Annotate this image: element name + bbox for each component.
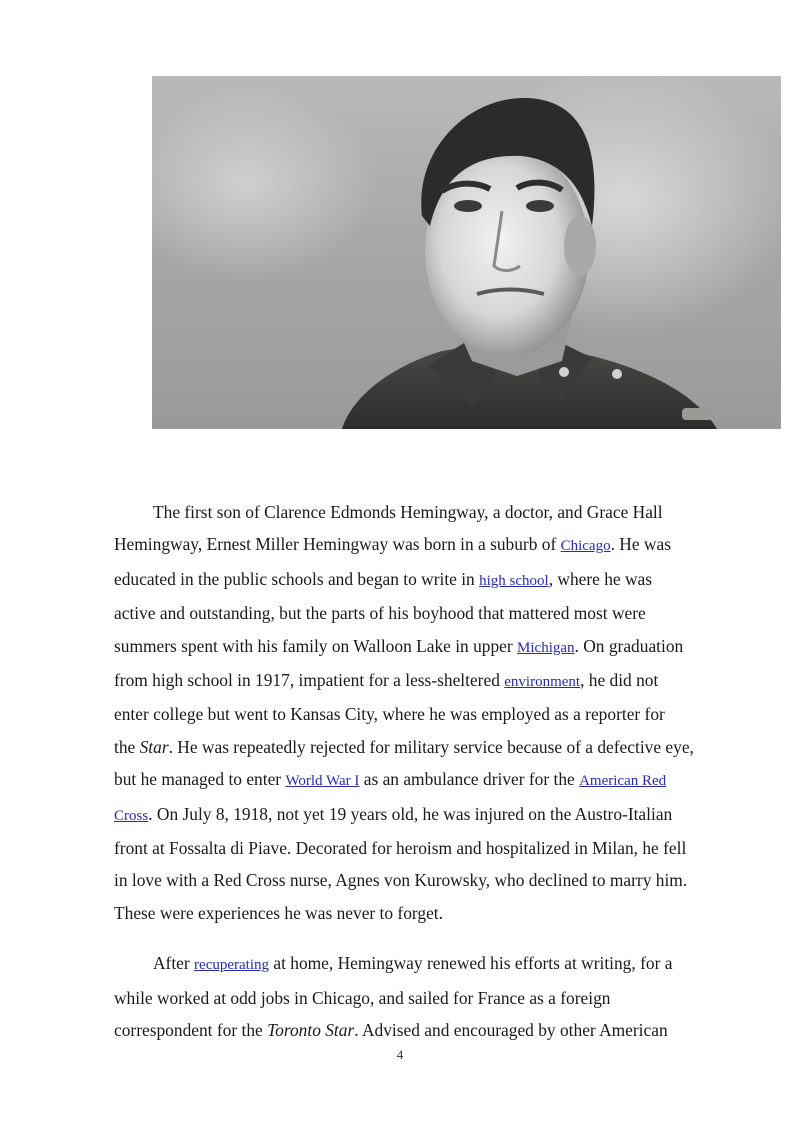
text-run: active and outstanding, but the parts of his boyhood that mattered most were: [114, 603, 646, 624]
paragraph: [114, 947, 754, 1046]
text-run: at home, Hemingway renewed his efforts at writing, for a: [269, 953, 673, 974]
text-run: , he did not: [580, 670, 659, 691]
text-line: [114, 947, 754, 981]
text-line: [114, 798, 754, 832]
text-run: . On July 8, 1918, not yet 19 years old, he was injured on the Austro-Italian: [148, 803, 673, 824]
text-run: , where he was: [548, 568, 653, 589]
text-line: [114, 982, 754, 1014]
hyperlink[interactable]: Chicago: [560, 538, 611, 555]
text-run: . On graduation: [574, 635, 684, 656]
text-line: [114, 832, 754, 864]
italic-title: Toronto Star: [267, 1020, 355, 1041]
text-run: enter college but went to Kansas City, where he was employed as a reporter for: [114, 704, 665, 725]
text-run: . Advised and encouraged by other American: [354, 1020, 668, 1041]
text-line: [114, 664, 754, 698]
text-line: [114, 630, 754, 664]
text-line: [114, 731, 754, 763]
paragraph: [114, 496, 754, 929]
text-run: . He was repeatedly rejected for military service because of a defective eye,: [168, 736, 694, 757]
hyperlink[interactable]: recuperating: [194, 957, 270, 974]
hyperlink[interactable]: Michigan: [517, 639, 575, 656]
hyperlink[interactable]: World War I: [285, 773, 360, 790]
text-line: [114, 897, 754, 929]
hyperlink[interactable]: environment: [504, 674, 581, 691]
hyperlink[interactable]: high school: [479, 572, 549, 589]
text-run: but he managed to enter: [114, 769, 286, 790]
text-run: in love with a Red Cross nurse, Agnes von Kurowsky, who declined to marry him.: [114, 870, 688, 891]
hyperlink[interactable]: American Red: [579, 773, 667, 790]
text-line: [114, 496, 754, 528]
text-line: [114, 563, 754, 597]
text-run: the: [114, 736, 140, 757]
text-run: Hemingway, Ernest Miller Hemingway was born in a suburb of: [114, 534, 561, 555]
text-run: After: [153, 953, 195, 974]
text-run: front at Fossalta di Piave. Decorated for heroism and hospitalized in Milan, he fell: [114, 838, 687, 859]
text-line: [114, 698, 754, 730]
text-run: while worked at odd jobs in Chicago, and sailed for France as a foreign: [114, 987, 611, 1008]
text-run: educated in the public schools and began to write in: [114, 568, 480, 589]
portrait-photo: [152, 76, 781, 429]
text-run: correspondent for the: [114, 1020, 268, 1041]
text-run: . He was: [610, 534, 671, 555]
body-text: [114, 496, 754, 1065]
text-line: [114, 597, 754, 629]
italic-title: Star: [139, 736, 169, 757]
text-line: [114, 763, 754, 797]
text-run: as an ambulance driver for the: [359, 769, 580, 790]
text-line: [114, 864, 754, 896]
text-run: These were experiences he was never to forget.: [114, 902, 443, 923]
text-run: summers spent with his family on Walloon Lake in upper: [114, 635, 518, 656]
text-line: [114, 1014, 754, 1046]
text-run: from high school in 1917, impatient for a less-sheltered: [114, 670, 505, 691]
page-number: 4: [396, 1047, 404, 1062]
portrait-figure: [152, 76, 781, 429]
hyperlink[interactable]: Cross: [114, 807, 149, 824]
text-line: [114, 528, 754, 562]
text-run: The first son of Clarence Edmonds Hemingway, a doctor, and Grace Hall: [153, 502, 663, 522]
